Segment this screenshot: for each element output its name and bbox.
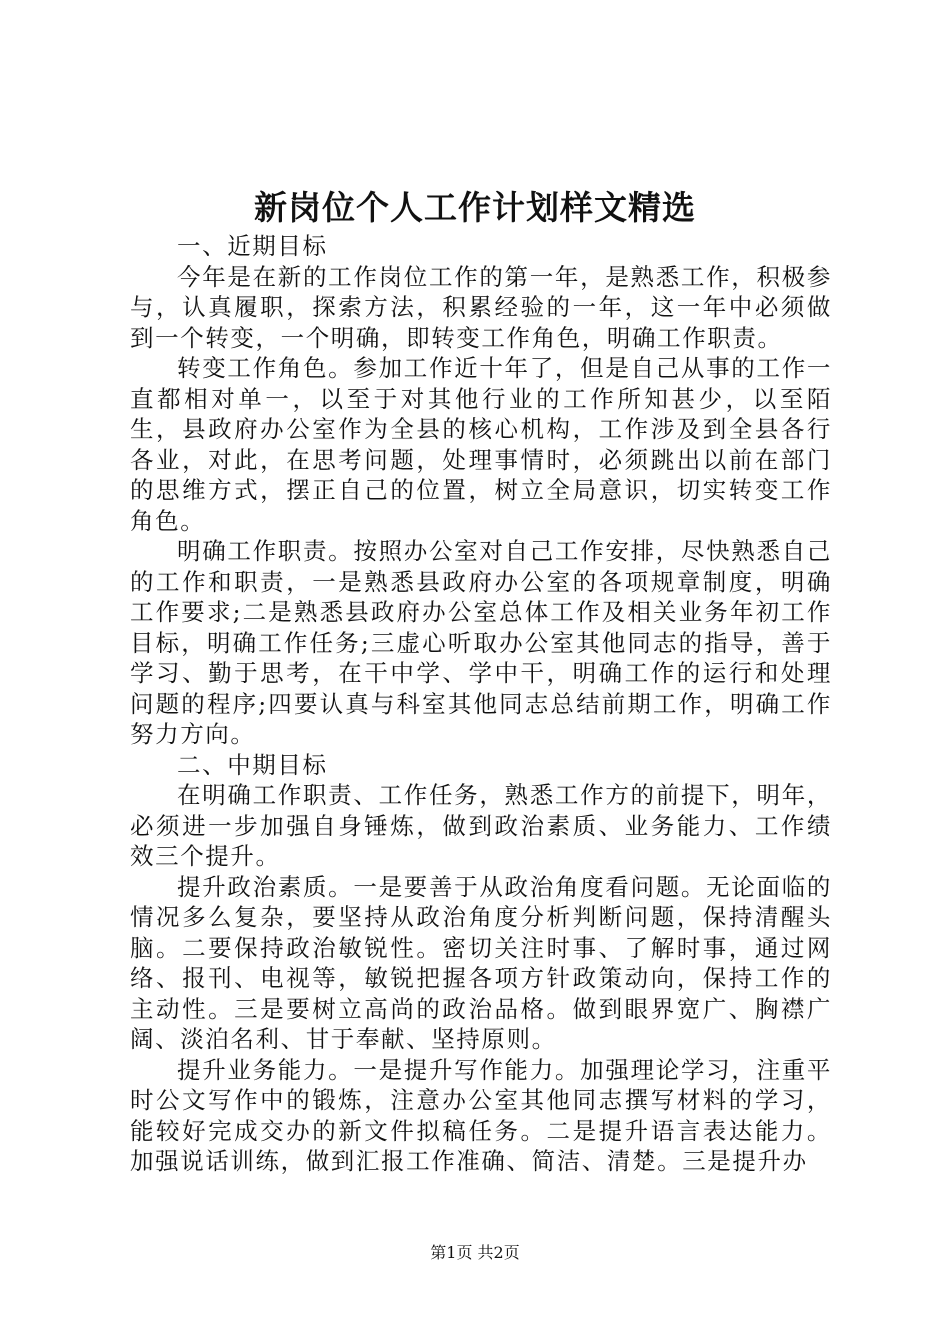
section-heading: 二、中期目标 [177, 750, 328, 779]
paragraph: 明确工作职责。按照办公室对自己工作安排，尽快熟悉自己的工作和职责，一是熟悉县政府办公室的各项规章制度，明确工作要求;二是熟悉县政府办公室总体工作及相关业务年初工作目标，明确工作任务;三虚心听取办公室其他同志的指导，善于学习、勤于思考，在干中学、学中干，明确工作的运行和处理问题的程序;四要认真与科室其他同志总结前期工作，明确工作努力方向。 [130, 537, 832, 748]
section-heading: 一、近期目标 [177, 232, 328, 260]
paragraph: 今年是在新的工作岗位工作的第一年，是熟悉工作，积极参与，认真履职，探索方法，积累经验的一年，这一年中必须做到一个转变，一个明确，即转变工作角色，明确工作职责。 [130, 262, 832, 352]
paragraph: 在明确工作职责、工作任务，熟悉工作方的前提下，明年，必须进一步加强自身锤炼，做到政治素质、业务能力、工作绩效三个提升。 [130, 781, 832, 870]
page-footer: 第1页 共2页 [430, 1243, 520, 1262]
paragraph: 提升业务能力。一是提升写作能力。加强理论学习，注重平时公文写作中的锻炼，注意办公室其他同志撰写材料的学习，能较好完成交办的新文件拟稿任务。二是提升语言表达能力。加强说话训练，做到汇报工作准确、简洁、清楚。三是提升办 [130, 1055, 832, 1175]
document-title: 新岗位个人工作计划样文精选 [254, 188, 696, 227]
document-body [130, 231, 832, 1177]
paragraph: 转变工作角色。参加工作近十年了，但是自己从事的工作一直都相对单一，以至于对其他行业的工作所知甚少，以至陌生，县政府办公室作为全县的核心机构，工作涉及到全县各行各业，对此，在思考问题，处理事情时，必须跳出以前在部门的思维方式，摆正自己的位置，树立全局意识，切实转变工作角色。 [130, 354, 832, 535]
paragraph: 提升政治素质。一是要善于从政治角度看问题。无论面临的情况多么复杂，要坚持从政治角度分析判断问题，保持清醒头脑。二要保持政治敏锐性。密切关注时事、了解时事，通过网络、报刊、电视等，敏锐把握各项方针政策动向，保持工作的主动性。三是要树立高尚的政治品格。做到眼界宽广、胸襟广阔、淡泊名利、甘于奉献、坚持原则。 [130, 872, 832, 1053]
